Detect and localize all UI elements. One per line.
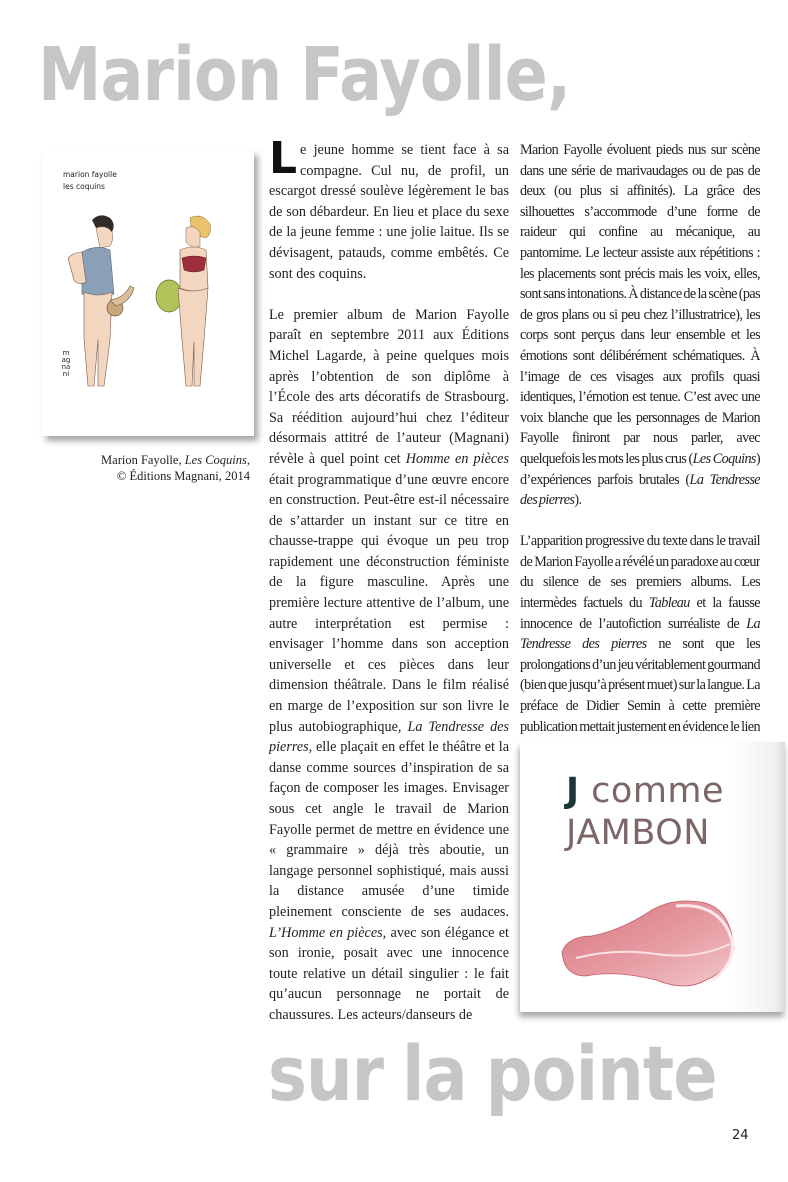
headline-top [38, 32, 571, 118]
article-column-2 [520, 140, 760, 740]
italic-title: Homme en pièces [405, 450, 509, 467]
italic-title: La Tendresse des pierres [520, 615, 760, 653]
caption-copyright: © Éditions Magnani, 2014 [116, 469, 250, 483]
paragraph-text: Marion Fayolle évoluent pieds nus sur scène dans une série de marivaudages ou de pas de deux (ou plus si affinités). La grâce des silhouettes s’accommode d’une forme de raideur qui confine au mécanique, au pantomime. Le lecteur assiste aux répétitions : les placements sont précis mais les voix, elles, sont sans intonations. À distance de la scène (pas de gros plans ou si peu chez l’illustratrice), les corps sont perçus dans leur ensemble et les émotions sont délibérément schématiques. À l’image de ces visages aux profils quasi identiques, l’émotion est tenue. C’est avec une voix blanche que les personnages de Marion Fayolle finiront par nous parler, avec quelquefois les mots les plus crus ( [520, 142, 760, 467]
paragraph-text: L’apparition progressive du texte dans le travail de Marion Fayolle a révélé un paradoxe au cœur du silence de ses premiers albums. Les intermèdes factuels du [520, 533, 760, 612]
cover-title: les coquins [63, 182, 105, 191]
ham-illustration [556, 892, 746, 1002]
book-cover [42, 150, 254, 436]
woman-figure [178, 216, 211, 386]
heading-word: comme [591, 771, 725, 811]
caption-book-title: Les Coquins [184, 453, 247, 467]
cover-publisher-logo: magnani [61, 349, 71, 378]
ham-slice [562, 901, 734, 986]
headline-bottom [268, 1029, 717, 1118]
italic-title: L’Homme en pièces [269, 924, 383, 941]
italic-title: La Tendresse des pierres [269, 718, 509, 756]
headline-word: sur [268, 1029, 384, 1118]
cover-author: marion fayolle [63, 170, 117, 179]
caption-punctuation: , [246, 453, 250, 467]
drop-cap: L [269, 140, 298, 184]
heading-letter: J [566, 771, 580, 811]
man-figure [68, 215, 114, 386]
heading-subject: JAMBON [566, 813, 710, 853]
article-paragraph [520, 531, 760, 740]
paragraph-text: ) d’expériences parfois brutales ( [520, 450, 760, 488]
caption-author: Marion Fayolle, [101, 453, 185, 467]
italic-title: Tableau [648, 595, 690, 612]
figure-caption [60, 452, 250, 484]
headline-word: Fayolle, [300, 32, 571, 118]
page-number: 24 [732, 1128, 749, 1143]
paragraph-text: , avec son élégance et son ironie, posait avec une innocence toute relative un détail singulier : le fait qu’aucun personnage ne portait de chaussures. Les acteurs/danseurs de [269, 924, 509, 1023]
article-paragraph [269, 305, 509, 1026]
paragraph-text: ). [574, 492, 582, 509]
lettuce-figure [156, 280, 182, 312]
article-paragraph [269, 140, 509, 284]
paragraph-text: e jeune homme se tient face à sa compagne. Cul nu, de profil, un escargot dressé soulève légèrement le bas de son débardeur. En lieu et place du sexe de la jeune femme : une jolie laitue. Ils se dévisagent, patauds, comme embêtés. Ce sont des coquins. [269, 142, 509, 282]
cover-illustration [60, 210, 240, 420]
jambon-panel [520, 742, 785, 1012]
paragraph-text: ne sont que les prolongations d’un jeu véritablement gourmand (bien que jusqu’à présent muet) sur la langue. La préface de Didier Semin à cette première publication mettait justement en évidence le lien [520, 636, 760, 735]
paragraph-text: Le premier album de Marion Fayolle paraît en septembre 2011 aux Éditions Michel Lagarde, à peine quelques mois après l’obtention de son diplôme à l’École des arts décoratifs de Strasbourg. Sa réédition aujourd’hui chez l’éditeur désormais attitré de l’auteur (Magnani) révèle à quel point cet [269, 306, 509, 467]
italic-title: Les Coquins [692, 450, 756, 467]
paragraph-text: était programmatique d’une œuvre encore en construction. Peut-être est-il nécessaire de s’attarder un instant sur ce titre en chausse-trappe qui évoque un peu trop rapidement une déconstruction féministe de la figure masculine. Après une première lecture attentive de l’album, une autre interprétation est permise : envisager l’homme dans son acception universelle et ces pièces dans leur dimension théâtrale. Dans le film réalisé en marge de l’exposition sur son livre le plus autobiographique, [269, 471, 509, 735]
paragraph-text: et la fausse innocence de l’autofiction surréaliste de [520, 595, 760, 632]
jambon-heading [566, 770, 766, 854]
headline-word: pointe [485, 1029, 717, 1118]
article-paragraph-continued [520, 140, 760, 511]
italic-title: La Tendresse des pierres [520, 471, 760, 509]
paragraph-text: , elle plaçait en effet le théâtre et la danse comme sources d’inspiration de sa façon de composer les images. Envisager sous cet angle le travail de Marion Fayolle permet de mettre en évidence une « grammaire » déjà très aboutie, un langage personnel sophistiqué, mais aussi la distance amusée d’une timide pleinement consciente de ses audaces. [269, 739, 509, 920]
headline-word: Marion [38, 32, 282, 118]
article-column-1 [269, 140, 509, 1036]
headline-word: la [402, 1029, 467, 1118]
